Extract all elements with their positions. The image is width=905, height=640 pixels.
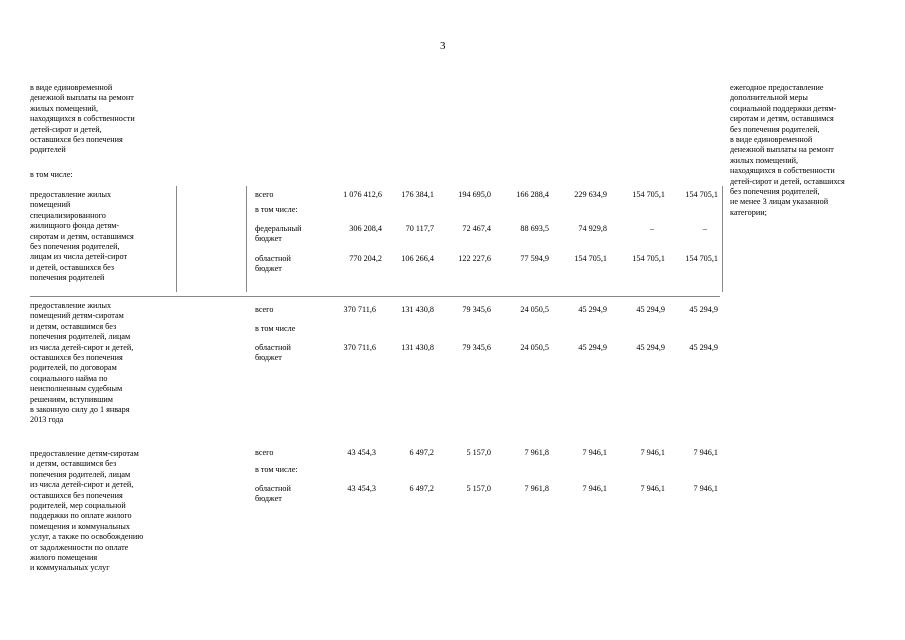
block-1-row-label: в том числе: — [255, 205, 298, 214]
value-cell: 194 695,0 — [458, 190, 491, 199]
value-cell: 77 594,9 — [520, 254, 549, 263]
right-column-text: ежегодное предоставление дополнительной меры социальной поддержки детям- сиротам и детям, оставшимся без попечения родителей, в виде единовременной денежной выплаты на ремонт жилых помещений, находящихся в собственности детей-сирот и детей, оставшихся без попечения родителей, не менее 3 лицам указанной категории; — [730, 83, 845, 217]
value-cell: 45 294,9 — [689, 343, 718, 352]
value-cell: 229 634,9 — [574, 190, 607, 199]
value-cell: 306 208,4 — [349, 224, 382, 233]
value-cell: 7 946,1 — [640, 448, 665, 457]
block-1-vertical-line — [246, 186, 247, 292]
block-1-row-label: федеральный бюджет — [255, 224, 302, 244]
value-cell: 70 117,7 — [405, 224, 434, 233]
page-number: 3 — [440, 40, 446, 52]
value-cell: 176 384,1 — [401, 190, 434, 199]
value-cell: 88 693,5 — [520, 224, 549, 233]
value-cell: 154 705,1 — [685, 190, 718, 199]
value-cell: 74 929,8 — [578, 224, 607, 233]
value-cell: – — [702, 224, 707, 233]
block-separator — [30, 296, 720, 297]
value-cell: 1 076 412,6 — [343, 190, 382, 199]
block-2-row-label: всего — [255, 305, 274, 314]
block-3-description: предоставление детям-сиротам и детям, оставшимся без попечения родителей, лицам из числа детей-сирот и детей, оставшихся без попечения родителей, мер социальной поддержки по оплате жилого помещения и коммунальных услуг, а также по освобождению от задолженности по оплате жилого помещения и коммунальных услуг — [30, 449, 144, 573]
value-cell: 5 157,0 — [466, 448, 491, 457]
block-1-row-label: областной бюджет — [255, 254, 291, 274]
value-cell: 45 294,9 — [578, 305, 607, 314]
value-cell: 72 467,4 — [462, 224, 491, 233]
in-that-number-label: в том числе: — [30, 170, 73, 179]
value-cell: 43 454,3 — [347, 448, 376, 457]
value-cell: 154 705,1 — [632, 190, 665, 199]
value-cell: 370 711,6 — [343, 305, 376, 314]
block-3-row-label: в том числе: — [255, 465, 298, 474]
value-cell: 79 345,6 — [462, 343, 491, 352]
value-cell: 5 157,0 — [466, 484, 491, 493]
block-3-row-label: областной бюджет — [255, 484, 291, 504]
value-cell: 106 266,4 — [401, 254, 434, 263]
value-cell: 770 204,2 — [349, 254, 382, 263]
block-1-description: предоставление жилых помещений специализированного жилищного фонда детям- сиротам и детям, оставшимся без попечения родителей, лицам из числа детей-сирот и детей, оставшихся без попечения родителей — [30, 190, 134, 283]
block-2-row-label: областной бюджет — [255, 343, 291, 363]
block-1-row-label: всего — [255, 190, 274, 199]
value-cell: 7 946,1 — [693, 448, 718, 457]
left-header-text: в виде единовременной денежной выплаты на ремонт жилых помещений, находящихся в собственности детей-сирот и детей, оставшихся без попечения родителей — [30, 83, 135, 155]
value-cell: 6 497,2 — [409, 448, 434, 457]
value-cell: 122 227,6 — [458, 254, 491, 263]
value-cell: 154 705,1 — [685, 254, 718, 263]
value-cell: 370 711,6 — [343, 343, 376, 352]
value-cell: 166 288,4 — [516, 190, 549, 199]
value-cell: 7 946,1 — [640, 484, 665, 493]
block-3-row-label: всего — [255, 448, 274, 457]
value-cell: 154 705,1 — [574, 254, 607, 263]
value-cell: 45 294,9 — [578, 343, 607, 352]
value-cell: 24 050,5 — [520, 305, 549, 314]
block-1-vertical-line — [722, 186, 723, 292]
value-cell: 7 946,1 — [582, 448, 607, 457]
value-cell: 45 294,9 — [689, 305, 718, 314]
value-cell: 131 430,8 — [401, 343, 434, 352]
value-cell: 45 294,9 — [636, 305, 665, 314]
value-cell: 7 961,8 — [524, 484, 549, 493]
value-cell: 24 050,5 — [520, 343, 549, 352]
value-cell: 45 294,9 — [636, 343, 665, 352]
value-cell: 7 946,1 — [693, 484, 718, 493]
value-cell: 154 705,1 — [632, 254, 665, 263]
value-cell: 79 345,6 — [462, 305, 491, 314]
value-cell: 7 946,1 — [582, 484, 607, 493]
value-cell: 7 961,8 — [524, 448, 549, 457]
block-2-description: предоставление жилых помещений детям-сиротам и детям, оставшимся без попечения родителей, лицам из числа детей-сирот и детей, оставшихся без попечения родителей, по договорам социального найма по неисполненным судебным решениям, вступившим в законную силу до 1 января 2013 года — [30, 301, 134, 425]
block-2-row-label: в том числе — [255, 324, 296, 333]
value-cell: – — [649, 224, 654, 233]
value-cell: 131 430,8 — [401, 305, 434, 314]
value-cell: 6 497,2 — [409, 484, 434, 493]
value-cell: 43 454,3 — [347, 484, 376, 493]
block-1-vertical-line — [176, 186, 177, 292]
